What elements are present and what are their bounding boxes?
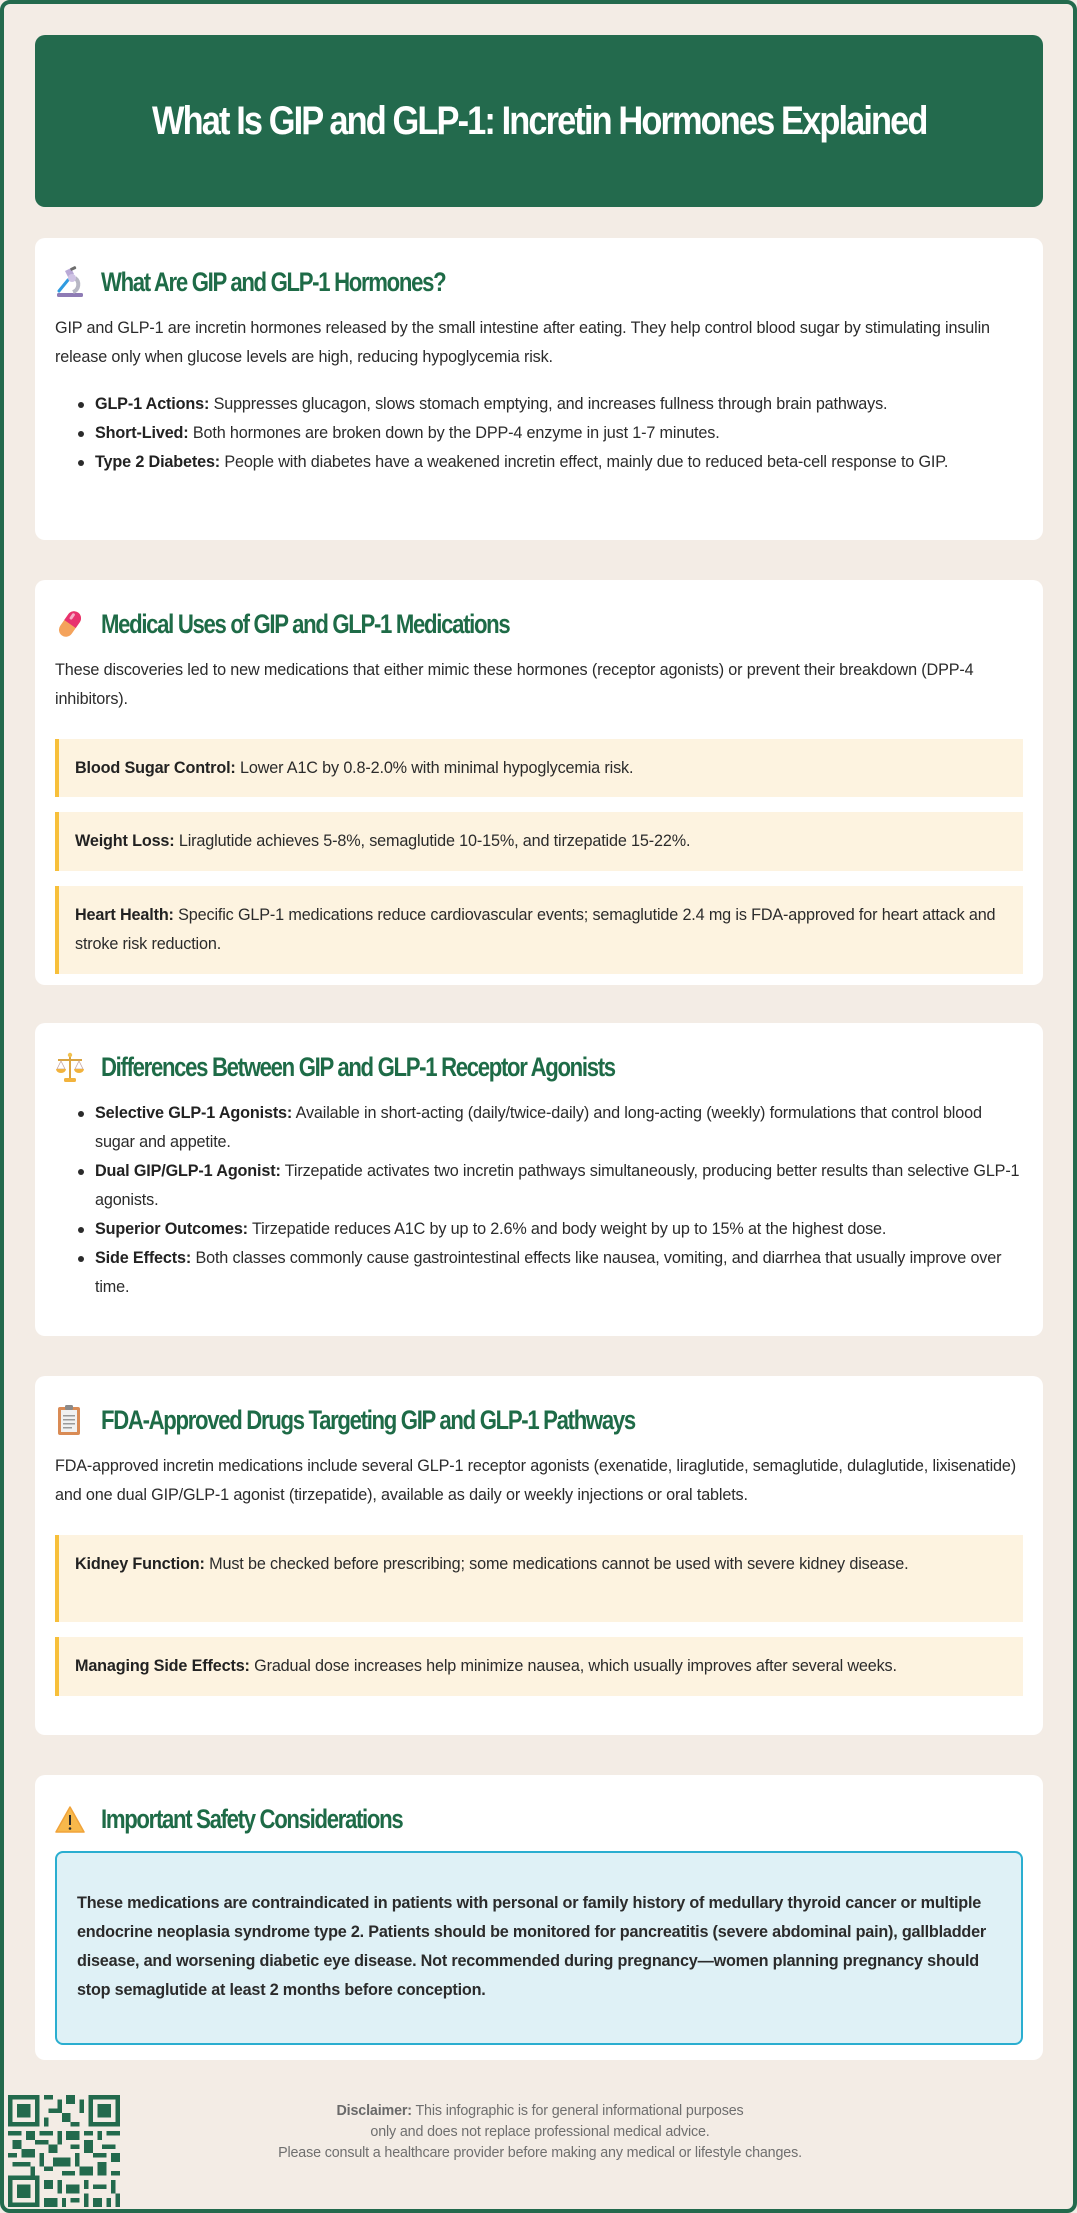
disclaimer-line-3: Please consult a healthcare provider before making any medical or lifestyle changes.	[278, 2145, 802, 2161]
item-text: People with diabetes have a weakened incretin effect, mainly due to reduced beta-cell response to GIP.	[220, 453, 949, 471]
list-item	[75, 419, 1023, 448]
section-safety	[35, 1775, 1043, 2060]
highlight-box	[55, 886, 1023, 974]
section-intro: These discoveries led to new medications that either mimic these hormones (receptor agonists) or prevent their breakdown (DPP-4 inhibitors).	[55, 661, 974, 708]
section-title: Important Safety Considerations	[101, 1803, 403, 1834]
disclaimer-line-2: only and does not replace professional medical advice.	[370, 2124, 710, 2140]
item-label: GLP-1 Actions:	[95, 395, 210, 413]
section-title: What Are GIP and GLP-1 Hormones?	[101, 266, 446, 297]
section-title: Medical Uses of GIP and GLP-1 Medications	[101, 608, 510, 639]
item-text: Suppresses glucagon, slows stomach emptying, and increases fullness through brain pathways.	[209, 395, 888, 413]
microscope-icon	[55, 266, 85, 298]
highlight-box	[55, 739, 1023, 797]
section-header	[55, 1797, 1023, 1841]
item-text: Tirzepatide reduces A1C by up to 2.6% and body weight by up to 15% at the highest dose.	[247, 1220, 887, 1238]
qr-code-icon[interactable]	[8, 2095, 120, 2207]
item-label: Selective GLP-1 Agonists:	[95, 1104, 293, 1122]
section-medical-uses	[35, 580, 1043, 985]
item-label: Superior Outcomes:	[95, 1220, 248, 1238]
highlight-box	[55, 812, 1023, 871]
pill-icon	[55, 608, 85, 640]
highlight-label: Blood Sugar Control:	[75, 759, 236, 777]
section-title: FDA-Approved Drugs Targeting GIP and GLP-1 Pathways	[101, 1404, 635, 1435]
clipboard-icon	[55, 1404, 85, 1436]
section-header	[55, 260, 1023, 304]
section-header	[55, 602, 1023, 646]
highlight-text: Lower A1C by 0.8-2.0% with minimal hypoglycemia risk.	[235, 759, 634, 777]
section-header	[55, 1398, 1023, 1442]
item-label: Short-Lived:	[95, 424, 189, 442]
highlight-text: Must be checked before prescribing; some medications cannot be used with severe kidney disease.	[204, 1555, 909, 1573]
warning-icon	[55, 1803, 85, 1835]
disclaimer-line-1	[230, 2101, 850, 2122]
item-text: Both hormones are broken down by the DPP-4 enzyme in just 1-7 minutes.	[188, 424, 720, 442]
highlight-label: Heart Health:	[75, 906, 174, 924]
section-intro: FDA-approved incretin medications include several GLP-1 receptor agonists (exenatide, liraglutide, semaglutide, dulaglutide, lixisenatide) and one dual GIP/GLP-1 agonist (tirzepatide), available as daily or weekly injections or oral tablets.	[55, 1457, 1016, 1504]
list-item	[75, 1099, 1023, 1157]
bullet-list	[55, 1099, 1023, 1302]
disclaimer-line-1-text: This infographic is for general informational purposes	[411, 2103, 744, 2119]
item-label: Type 2 Diabetes:	[95, 453, 221, 471]
page-title: What Is GIP and GLP-1: Incretin Hormones Explained	[151, 98, 927, 143]
disclaimer-label: Disclaimer:	[336, 2103, 412, 2119]
section-fda-approved-drugs	[35, 1376, 1043, 1735]
list-item	[75, 1157, 1023, 1215]
list-item	[75, 1215, 1023, 1244]
section-what-are-hormones	[35, 238, 1043, 540]
highlight-text: Specific GLP-1 medications reduce cardiovascular events; semaglutide 2.4 mg is FDA-approved for heart attack and stroke risk reduction.	[75, 906, 996, 953]
section-title: Differences Between GIP and GLP-1 Receptor Agonists	[101, 1051, 615, 1082]
page-header	[35, 35, 1043, 207]
list-item	[75, 448, 1023, 477]
highlight-box	[55, 1535, 1023, 1622]
balance-scale-icon	[55, 1051, 85, 1083]
item-text: Tirzepatide activates two incretin pathways simultaneously, producing better results than selective GLP-1 agonists.	[95, 1162, 1020, 1209]
item-label: Dual GIP/GLP-1 Agonist:	[95, 1162, 281, 1180]
footer	[0, 2085, 1077, 2205]
highlight-text: Gradual dose increases help minimize nausea, which usually improves after several weeks.	[249, 1657, 897, 1675]
section-header	[55, 1045, 1023, 1089]
bullet-list	[55, 390, 1023, 477]
item-text: Available in short-acting (daily/twice-daily) and long-acting (weekly) formulations that control blood sugar and appetite.	[95, 1104, 982, 1151]
highlight-label: Kidney Function:	[75, 1555, 205, 1573]
highlight-text: Liraglutide achieves 5-8%, semaglutide 10-15%, and tirzepatide 15-22%.	[174, 832, 691, 850]
list-item	[75, 390, 1023, 419]
item-label: Side Effects:	[95, 1249, 192, 1267]
section-intro: GIP and GLP-1 are incretin hormones released by the small intestine after eating. They help control blood sugar by stimulating insulin release only when glucose levels are high, reducing hypoglycemia risk.	[55, 319, 990, 366]
highlight-label: Weight Loss:	[75, 832, 175, 850]
safety-warning-box: These medications are contraindicated in patients with personal or family history of medullary thyroid cancer or multiple endocrine neoplasia syndrome type 2. Patients should be monitored for pancreatitis (severe abdominal pain), gallbladder disease, and worsening diabetic eye disease. Not recommended during pregnancy—women planning pregnancy should stop semaglutide at least 2 months before conception.	[55, 1851, 1023, 2045]
item-text: Both classes commonly cause gastrointestinal effects like nausea, vomiting, and diarrhea that usually improve over time.	[95, 1249, 1002, 1296]
section-differences	[35, 1023, 1043, 1336]
list-item	[75, 1244, 1023, 1302]
disclaimer-text	[230, 2101, 850, 2164]
highlight-box	[55, 1637, 1023, 1696]
highlight-label: Managing Side Effects:	[75, 1657, 250, 1675]
